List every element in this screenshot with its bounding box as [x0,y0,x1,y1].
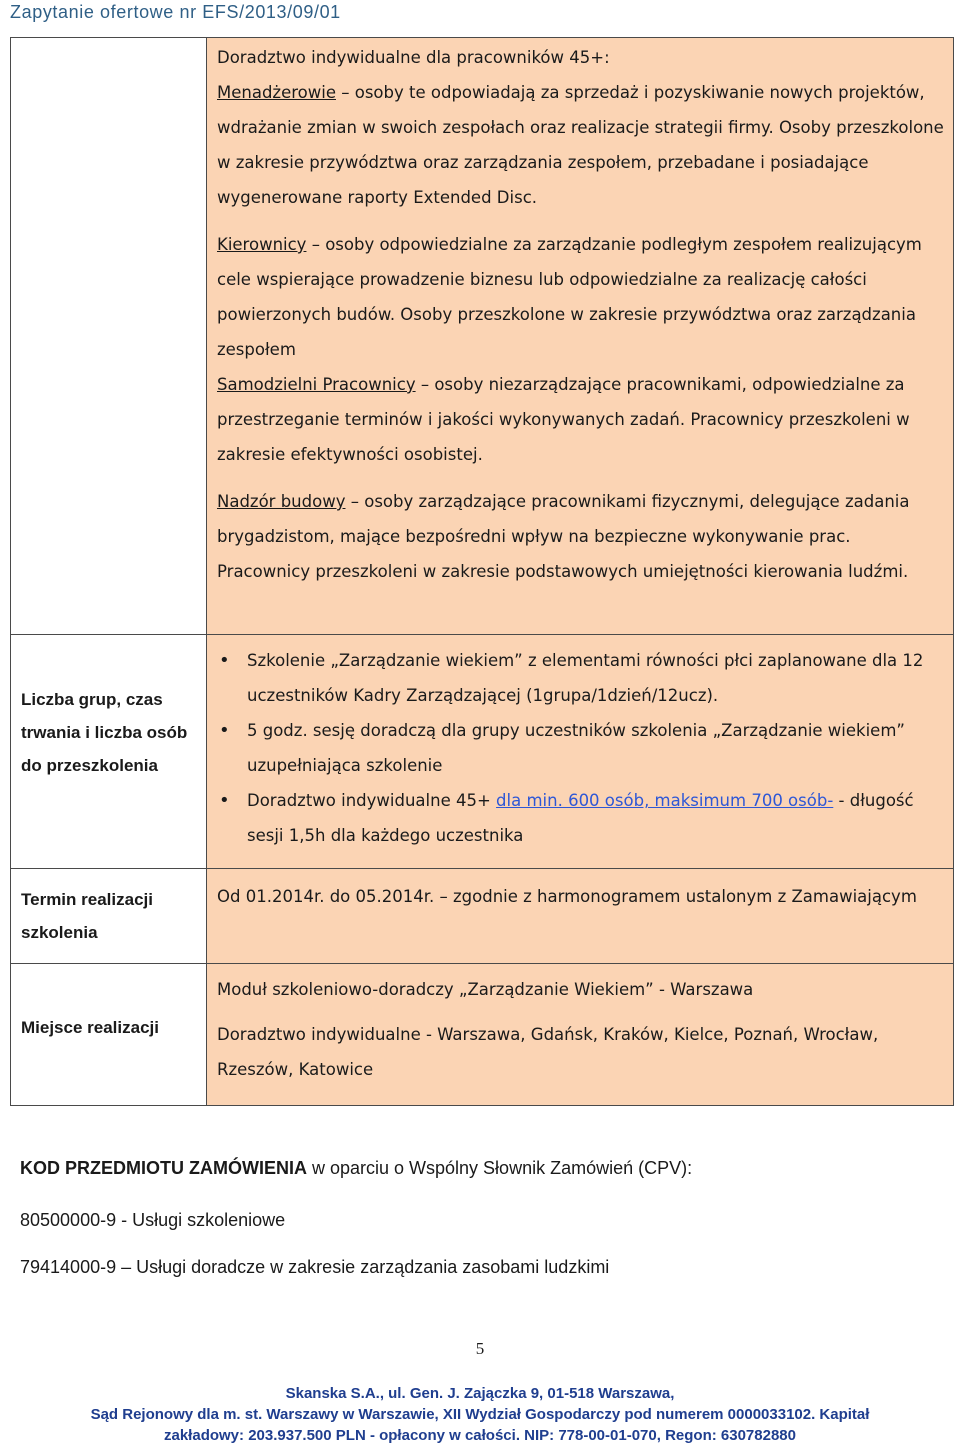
table-row-groups [11,635,954,869]
place-cell [207,964,954,1106]
list-item: • Doradztwo indywidualne 45+ dla min. 600 osób, maksimum 700 osób- - długość sesji 1,5h dla każdego uczestnika [217,783,945,853]
site-paragraph: Nadzór budowy – osoby zarządzające pracownikami fizycznymi, delegujące zadania brygadzistom, mające bezpośredni wpływ na bezpieczne wykonywanie prac. Pracownicy przeszkoleni w zakresie podstawowych umiejętności kierowania ludźmi. [217,492,910,581]
table-row-place [11,964,954,1106]
footer-line-3: zakładowy: 203.937.500 PLN - opłacony w całości. NIP: 778-00-01-070, Regon: 630782880 [164,1427,796,1444]
site-term: Nadzór budowy [217,492,346,511]
footer-line-2: Sąd Rejonowy dla m. st. Warszawy w Warszawie, XII Wydział Gospodarczy pod numerem 0000033102. Kapitał [90,1406,870,1423]
list-item: • Szkolenie „Zarządzanie wiekiem” z elementami równości płci zaplanowane dla 12 uczestników Kadry Zarządzającej (1grupa/1dzień/12ucz). [217,643,945,713]
table-row-term [11,869,954,964]
participants-intro: Doradztwo indywidualne dla pracowników 45+: [217,48,610,67]
heads-paragraph: Kierownicy – osoby odpowiedzialne za zarządzanie podległym zespołem realizującym cele wspierające prowadzenie biznesu lub odpowiedzialne za realizację całości powierzonych budów. Osoby przeszkolone w zakresie przywództwa oraz zarządzania zespołem [217,235,922,359]
specification-table [10,37,954,1106]
document-header: Zapytanie ofertowe nr EFS/2013/09/01 [10,2,341,22]
workers-term: Samodzielni Pracownicy [217,375,416,394]
footer-line-1: Skanska S.A., ul. Gen. J. Zajączka 9, 01-518 Warszawa, [285,1385,675,1402]
managers-paragraph: Menadżerowie – osoby te odpowiadają za sprzedaż i pozyskiwanie nowych projektów, wdrażanie zmian w swoich zespołach oraz realizacje strategii firmy. Osoby przeszkolone w zakresie przywództwa oraz zarządzania zespołem, przebadane i posiadające wygenerowane raporty Extended Disc. [217,83,944,207]
table-row-participants [11,38,954,635]
term-label: Termin realizacji szkolenia [11,869,207,964]
row-label-empty [11,38,207,635]
page-number: 5 [475,1339,485,1358]
place-label: Miejsce realizacji [11,964,207,1106]
participants-cell [207,38,954,635]
cpv-code-2: 79414000-9 – Usługi doradcze w zakresie zarządzania zasobami ludzkimi [20,1257,610,1277]
groups-label: Liczba grup, czas trwania i liczba osób do przeszkolenia [11,635,207,869]
list-item: • 5 godz. sesję doradczą dla grupy uczestników szkolenia „Zarządzanie wiekiem” uzupełniająca szkolenie [217,713,945,783]
workers-paragraph: Samodzielni Pracownicy – osoby niezarządzające pracownikami, odpowiedzialne za przestrzeganie terminów i jakości wykonywanych zadań. Pracownicy przeszkoleni w zakresie efektywności osobistej. [217,375,910,464]
groups-list [217,643,945,853]
term-value: Od 01.2014r. do 05.2014r. – zgodnie z harmonogramem ustalonym z Zamawiającym [217,887,917,906]
managers-term: Menadżerowie [217,83,336,102]
place-line-1: Moduł szkoleniowo-doradczy „Zarządzanie Wiekiem” - Warszawa [217,980,754,999]
term-cell [207,869,954,964]
cpv-code-1: 80500000-9 - Usługi szkoleniowe [20,1210,286,1230]
groups-cell [207,635,954,869]
participants-count-link[interactable]: dla min. 600 osób, maksimum 700 osób- [496,791,834,810]
heads-term: Kierownicy [217,235,307,254]
place-line-2: Doradztwo indywidualne - Warszawa, Gdańsk, Kraków, Kielce, Poznań, Wrocław, Rzeszów, Katowice [217,1025,879,1079]
cpv-title: KOD PRZEDMIOTU ZAMÓWIENIA w oparciu o Wspólny Słownik Zamówień (CPV): [20,1158,693,1178]
